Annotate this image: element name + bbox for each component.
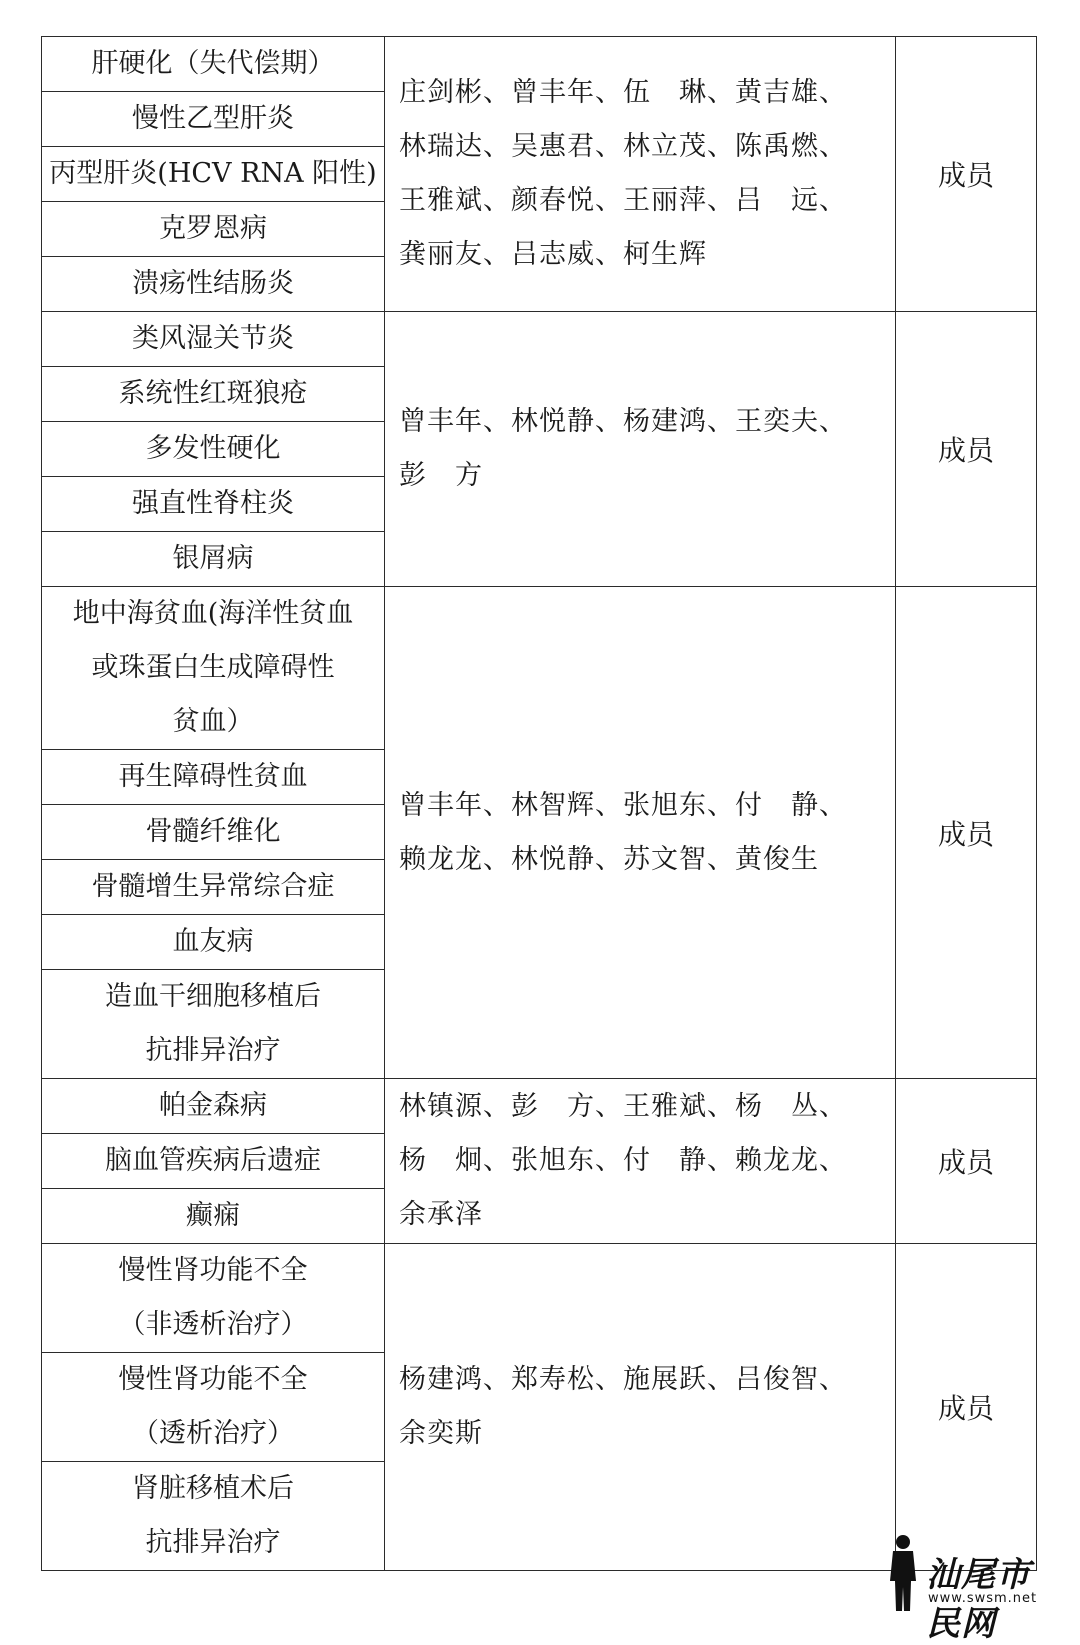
disease-name: 抗排异治疗 (145, 1527, 281, 1558)
disease-cell (42, 1189, 385, 1244)
disease-name: （透析治疗） (132, 1418, 294, 1449)
member-names-line: 林瑞达、吴惠君、林立茂、陈禹燃、 (399, 131, 847, 162)
disease-name: 肾脏移植术后 (132, 1473, 294, 1504)
committee-table (41, 36, 1037, 1571)
disease-cell (42, 37, 385, 92)
disease-cell (42, 1079, 385, 1134)
member-names-line: 余奕斯 (399, 1418, 483, 1449)
watermark-url: www.swsm.net (928, 1591, 1038, 1606)
member-names-cell (385, 37, 896, 312)
table-row (42, 1244, 1037, 1353)
disease-name: 帕金森病 (159, 1090, 267, 1121)
disease-name: 地中海贫血(海洋性贫血 (72, 598, 354, 629)
disease-name: 或珠蛋白生成障碍性 (91, 652, 335, 683)
member-names-cell (385, 587, 896, 1079)
member-names-line: 彭 方 (399, 460, 483, 491)
disease-name: 癫痫 (186, 1200, 240, 1231)
disease-cell (42, 92, 385, 147)
disease-name: 脑血管疾病后遗症 (105, 1145, 321, 1176)
member-names-line: 余承泽 (399, 1199, 483, 1230)
disease-cell (42, 1134, 385, 1189)
role-cell: 成员 (896, 1079, 1037, 1244)
disease-name: 多发性硬化 (145, 433, 281, 464)
disease-cell (42, 257, 385, 312)
member-names-line: 杨建鸿、郑寿松、施展跃、吕俊智、 (399, 1364, 847, 1395)
disease-cell (42, 532, 385, 587)
table-row (42, 1079, 1037, 1134)
disease-cell (42, 805, 385, 860)
member-names-line: 庄剑彬、曾丰年、伍 琳、黄吉雄、 (399, 77, 847, 108)
disease-cell (42, 367, 385, 422)
disease-name: 丙型肝炎(HCV RNA 阳性) (49, 158, 377, 189)
disease-name: 骨髓纤维化 (145, 816, 281, 847)
role-cell: 成员 (896, 587, 1037, 1079)
disease-name: 贫血） (172, 706, 254, 737)
disease-name: 肝硬化（失代偿期） (91, 48, 335, 79)
member-names-line: 赖龙龙、林悦静、苏文智、黄俊生 (399, 843, 819, 875)
member-names-cell (385, 312, 896, 587)
watermark-text: 汕尾市民网 (926, 1555, 1031, 1644)
disease-name: 血友病 (172, 926, 254, 957)
disease-cell (42, 587, 385, 750)
disease-name: 骨髓增生异常综合症 (91, 871, 335, 902)
site-watermark (884, 1533, 1054, 1644)
disease-name: 强直性脊柱炎 (132, 488, 294, 519)
disease-name: 慢性乙型肝炎 (132, 103, 294, 134)
role-cell: 成员 (896, 312, 1037, 587)
disease-name: 抗排异治疗 (145, 1035, 281, 1066)
member-names-line: 曾丰年、林智辉、张旭东、付 静、 (399, 789, 847, 821)
disease-cell (42, 422, 385, 477)
disease-cell (42, 147, 385, 202)
member-names-line: 龚丽友、吕志威、柯生辉 (399, 239, 707, 270)
member-names-line: 林镇源、彭 方、王雅斌、杨 丛、 (399, 1091, 847, 1122)
disease-cell (42, 1462, 385, 1571)
disease-cell (42, 970, 385, 1079)
member-names-line: 王雅斌、颜春悦、王丽萍、吕 远、 (399, 185, 847, 216)
disease-name: 克罗恩病 (159, 213, 267, 244)
disease-cell (42, 202, 385, 257)
disease-name: 慢性肾功能不全 (118, 1255, 308, 1286)
disease-name: 类风湿关节炎 (132, 323, 294, 354)
disease-name: 银屑病 (172, 543, 254, 574)
disease-name: 慢性肾功能不全 (118, 1364, 308, 1395)
disease-cell (42, 1244, 385, 1353)
disease-cell (42, 1353, 385, 1462)
disease-name: 溃疡性结肠炎 (132, 268, 294, 299)
disease-name: 造血干细胞移植后 (105, 981, 321, 1012)
member-names-line: 曾丰年、林悦静、杨建鸿、王奕夫、 (399, 406, 847, 437)
member-names-cell (385, 1244, 896, 1571)
table-row (42, 587, 1037, 750)
disease-cell (42, 860, 385, 915)
member-names-line: 杨 炯、张旭东、付 静、赖龙龙、 (399, 1145, 847, 1176)
disease-name: 再生障碍性贫血 (118, 761, 308, 792)
table-row (42, 37, 1037, 92)
role-cell: 成员 (896, 1244, 1037, 1571)
table-row (42, 312, 1037, 367)
disease-cell (42, 312, 385, 367)
person-silhouette-icon (884, 1533, 922, 1613)
disease-cell (42, 477, 385, 532)
disease-name: 系统性红斑狼疮 (118, 378, 308, 409)
disease-cell (42, 750, 385, 805)
member-names-cell (385, 1079, 896, 1244)
disease-cell (42, 915, 385, 970)
disease-name: （非透析治疗） (118, 1309, 308, 1340)
role-cell: 成员 (896, 37, 1037, 312)
